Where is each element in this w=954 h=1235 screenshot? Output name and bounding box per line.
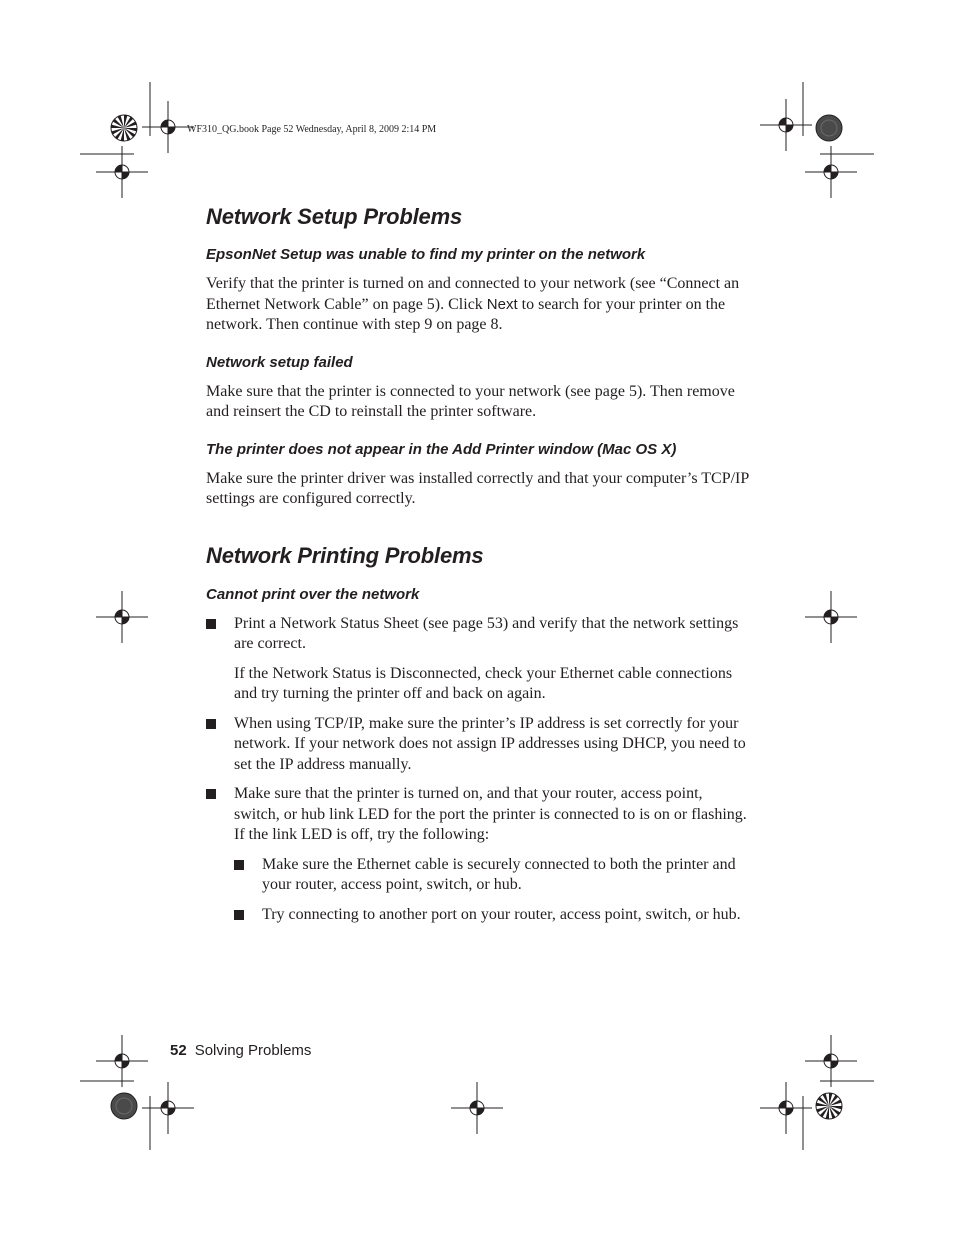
page-content	[206, 200, 751, 925]
answer-epsonnet	[206, 274, 751, 336]
footer-section-name: Solving Problems	[194, 1042, 312, 1059]
bullet-text: Make sure that the printer is turned on, and that your router, access point, switch, or hub link LED for the port the printer is connected to is on or flashing. If the link LED is off, try the following:	[234, 785, 747, 843]
question-heading-cannot-print: Cannot print over the network	[206, 585, 420, 603]
page-number: 52	[170, 1042, 187, 1059]
question-heading-setup-failed: Network setup failed	[206, 353, 353, 371]
question-heading-epsonnet: EpsonNet Setup was unable to find my printer on the network	[206, 246, 646, 263]
sub-bullet-text: Make sure the Ethernet cable is securely connected to both the printer and your router, access point, switch, or hub.	[262, 855, 736, 893]
bullet-text: Print a Network Status Sheet (see page 53) and verify that the network settings are correct.	[234, 614, 739, 652]
question-heading-add-printer: The printer does not appear in the Add Printer window (Mac OS X)	[206, 440, 677, 458]
section-title-network-printing: Network Printing Problems	[206, 542, 484, 568]
list-item	[206, 614, 751, 705]
bullet-square-icon	[206, 789, 216, 799]
list-item	[206, 784, 751, 925]
bullet-square-icon	[206, 619, 216, 629]
sub-bullet-text: Try connecting to another port on your router, access point, switch, or hub.	[262, 905, 741, 923]
bullet-square-icon	[234, 860, 244, 870]
page-footer	[170, 1042, 311, 1059]
bullet-text: When using TCP/IP, make sure the printer’s IP address is set correctly for your network. If your network does not assign IP addresses using DHCP, you need to set the IP address manually.	[234, 714, 746, 773]
answer-add-printer: Make sure the printer driver was installed correctly and that your computer’s TCP/IP settings are configured correctly.	[206, 469, 749, 507]
answer-text-b: to search for your printer on the network. Then continue with step 9 on page 8.	[206, 295, 726, 333]
bullet-square-icon	[206, 719, 216, 729]
list-item	[206, 714, 751, 776]
answer-text-a: Verify that the printer is turned on and connected to your network (see “Connect an Ethernet Network Cable” on page 5). Click	[206, 275, 740, 313]
section-title-network-setup: Network Setup Problems	[206, 204, 462, 229]
print-slug: WF310_QG.book Page 52 Wednesday, April 8, 2009 2:14 PM	[187, 124, 437, 135]
bullet-square-icon	[234, 910, 244, 920]
next-button-reference: Next	[486, 295, 518, 313]
sub-list-item	[234, 905, 751, 926]
answer-setup-failed: Make sure that the printer is connected to your network (see page 5). Then remove and reinsert the CD to reinstall the printer software.	[206, 382, 735, 420]
bullet-follow-text: If the Network Status is Disconnected, check your Ethernet cable connections and try turning the printer off and back on again.	[234, 664, 733, 702]
sub-list-item	[234, 855, 751, 896]
